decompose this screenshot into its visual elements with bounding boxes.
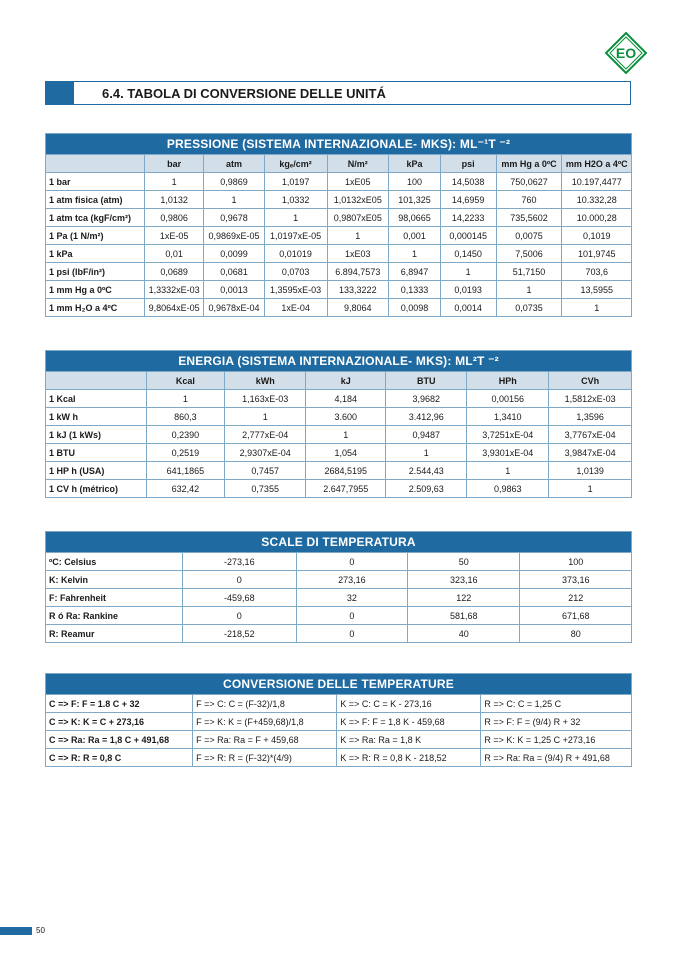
table-cell: 133,3222 <box>327 281 389 299</box>
table-cell: 10.197,4477 <box>562 173 632 191</box>
table-cell: 2,9307xE-04 <box>225 444 306 462</box>
table-cell: 1,0132xE05 <box>327 191 389 209</box>
table-row <box>46 209 632 227</box>
formula-cell: R => C: C = 1,25 C <box>481 695 632 713</box>
temperature-conversion-table <box>45 673 632 767</box>
table-cell: 0,2390 <box>146 426 224 444</box>
table-cell: 0 <box>183 571 297 589</box>
table-cell: 1 <box>264 209 327 227</box>
table-cell: 40 <box>408 625 520 643</box>
row-label: 1 kW h <box>46 408 147 426</box>
section-header-accent <box>46 82 74 104</box>
table-cell: 2684,5195 <box>306 462 386 480</box>
table-cell: 0,9807xE05 <box>327 209 389 227</box>
table-cell: 1 <box>327 227 389 245</box>
formula-cell: K => R: R = 0,8 K - 218,52 <box>337 749 481 767</box>
formula-cell: K => F: F = 1,8 K - 459,68 <box>337 713 481 731</box>
table-cell: 0,7355 <box>225 480 306 498</box>
table-cell: 1 <box>306 426 386 444</box>
table-cell: 1 <box>389 245 441 263</box>
table-row <box>46 695 632 713</box>
table-row <box>46 571 632 589</box>
table-row <box>46 408 632 426</box>
company-logo <box>605 32 647 74</box>
table-cell: 632,42 <box>146 480 224 498</box>
row-label: 1 HP h (USA) <box>46 462 147 480</box>
table-cell: 3,7251xE-04 <box>467 426 549 444</box>
table-cell: 581,68 <box>408 607 520 625</box>
table-cell: 0,0689 <box>144 263 204 281</box>
column-header-row <box>46 155 632 173</box>
column-header: CVh <box>549 372 632 390</box>
table-cell: 32 <box>296 589 407 607</box>
table-cell: 0,7457 <box>225 462 306 480</box>
formula-cell: K => C: C = K - 273,16 <box>337 695 481 713</box>
formula-cell: F => R: R = (F-32)*(4/9) <box>193 749 337 767</box>
table-cell: 10.000,28 <box>562 209 632 227</box>
table-row <box>46 426 632 444</box>
pressure-table-body <box>46 155 632 317</box>
column-header: mm H2O a 4ºC <box>562 155 632 173</box>
table-cell: 0 <box>296 625 407 643</box>
table-cell: 80 <box>520 625 632 643</box>
row-label: 1 psi (lbF/in²) <box>46 263 145 281</box>
table-cell: 0,9678xE-04 <box>204 299 264 317</box>
table-cell: 6,8947 <box>389 263 441 281</box>
table-cell: 760 <box>496 191 562 209</box>
table-row <box>46 173 632 191</box>
table-cell: 0,01019 <box>264 245 327 263</box>
table-row <box>46 263 632 281</box>
table-cell: 9,8064xE-05 <box>144 299 204 317</box>
row-label: 1 mm H₂O a 4ºC <box>46 299 145 317</box>
pressure-table <box>45 133 632 317</box>
table-cell: 0,9863 <box>467 480 549 498</box>
table-row <box>46 462 632 480</box>
table-row <box>46 553 632 571</box>
table-cell: 1 <box>146 390 224 408</box>
table-cell: 0,9869 <box>204 173 264 191</box>
table-cell: 100 <box>389 173 441 191</box>
table-cell: 0,9869xE-05 <box>204 227 264 245</box>
table-cell: 0,0013 <box>204 281 264 299</box>
energy-table-title: ENERGIA (SISTEMA INTERNAZIONALE- MKS): ML²T ⁻² <box>46 351 632 372</box>
table-cell: 0,0075 <box>496 227 562 245</box>
table-cell: 0,1019 <box>562 227 632 245</box>
table-cell: 273,16 <box>296 571 407 589</box>
table-cell: 1 <box>496 281 562 299</box>
table-cell: 1,5812xE-03 <box>549 390 632 408</box>
formula-cell: C => Ra: Ra = 1,8 C + 491,68 <box>46 731 193 749</box>
pressure-table-title: PRESSIONE (SISTEMA INTERNAZIONALE- MKS): ML⁻¹T ⁻² <box>46 134 632 155</box>
table-cell: 3,9682 <box>386 390 467 408</box>
table-cell: 101,325 <box>389 191 441 209</box>
table-cell: 1,0197 <box>264 173 327 191</box>
table-cell: 0,1333 <box>389 281 441 299</box>
temperature-scales-table <box>45 531 632 643</box>
temperature-scales-body <box>46 553 632 643</box>
row-label: 1 bar <box>46 173 145 191</box>
table-cell: 1xE05 <box>327 173 389 191</box>
table-cell: 3.600 <box>306 408 386 426</box>
row-label: 1 kPa <box>46 245 145 263</box>
table-cell: 1 <box>549 480 632 498</box>
table-cell: 703,6 <box>562 263 632 281</box>
row-label: 1 atm fisica (atm) <box>46 191 145 209</box>
row-label: 1 Kcal <box>46 390 147 408</box>
row-label: K: Kelvin <box>46 571 183 589</box>
table-cell: 3,7767xE-04 <box>549 426 632 444</box>
column-header: kPa <box>389 155 441 173</box>
formula-cell: C => R: R = 0,8 C <box>46 749 193 767</box>
table-cell: 101,9745 <box>562 245 632 263</box>
table-cell: 13,5955 <box>562 281 632 299</box>
formula-cell: F => K: K = (F+459,68)/1,8 <box>193 713 337 731</box>
table-cell: 1 <box>440 263 496 281</box>
table-row <box>46 390 632 408</box>
table-cell: 0,0735 <box>496 299 562 317</box>
table-cell: 9,8064 <box>327 299 389 317</box>
table-cell: 3,9301xE-04 <box>467 444 549 462</box>
column-header: N/m² <box>327 155 389 173</box>
table-cell: 0,0098 <box>389 299 441 317</box>
table-row <box>46 589 632 607</box>
page-number: 50 <box>36 926 45 935</box>
svg-text:EO: EO <box>615 45 637 61</box>
table-row <box>46 713 632 731</box>
table-cell: 122 <box>408 589 520 607</box>
table-cell: 1,3410 <box>467 408 549 426</box>
formula-cell: R => F: F = (9/4) R + 32 <box>481 713 632 731</box>
row-label: 1 mm Hg a 0ºC <box>46 281 145 299</box>
table-cell: 0,9487 <box>386 426 467 444</box>
column-header: kWh <box>225 372 306 390</box>
table-cell: 14,6959 <box>440 191 496 209</box>
row-label: R ó Ra: Rankine <box>46 607 183 625</box>
table-cell: 1 <box>467 462 549 480</box>
row-label: F: Fahrenheit <box>46 589 183 607</box>
column-header: BTU <box>386 372 467 390</box>
table-cell: 3,9847xE-04 <box>549 444 632 462</box>
table-cell: -218,52 <box>183 625 297 643</box>
table-cell: 0,0193 <box>440 281 496 299</box>
section-header <box>45 81 631 105</box>
column-header: HPh <box>467 372 549 390</box>
table-cell: 0,000145 <box>440 227 496 245</box>
table-cell: 1,3595xE-03 <box>264 281 327 299</box>
row-label: 1 BTU <box>46 444 147 462</box>
table-cell: 1,054 <box>306 444 386 462</box>
table-cell: 1 <box>386 444 467 462</box>
table-cell: 1 <box>204 191 264 209</box>
table-cell: 3.412,96 <box>386 408 467 426</box>
table-cell: 0,01 <box>144 245 204 263</box>
column-header: psi <box>440 155 496 173</box>
column-header: kgₑ/cm² <box>264 155 327 173</box>
table-cell: 212 <box>520 589 632 607</box>
table-row <box>46 749 632 767</box>
table-cell: 1xE03 <box>327 245 389 263</box>
table-cell: 1,163xE-03 <box>225 390 306 408</box>
row-label: 1 atm tca (kgF/cm²) <box>46 209 145 227</box>
table-cell: 0,001 <box>389 227 441 245</box>
table-cell: -459,68 <box>183 589 297 607</box>
column-header: atm <box>204 155 264 173</box>
formula-cell: R => Ra: Ra = (9/4) R + 491,68 <box>481 749 632 767</box>
energy-table <box>45 350 632 498</box>
table-cell: 0,0099 <box>204 245 264 263</box>
corner-cell <box>46 155 145 173</box>
table-cell: 1,0139 <box>549 462 632 480</box>
table-cell: 10.332,28 <box>562 191 632 209</box>
table-cell: 98,0665 <box>389 209 441 227</box>
corner-cell <box>46 372 147 390</box>
table-cell: 1xE-04 <box>264 299 327 317</box>
table-cell: 0,0014 <box>440 299 496 317</box>
table-cell: 0 <box>296 553 407 571</box>
energy-table-body <box>46 372 632 498</box>
formula-cell: C => F: F = 1.8 C + 32 <box>46 695 193 713</box>
table-cell: 100 <box>520 553 632 571</box>
formula-cell: C => K: K = C + 273,16 <box>46 713 193 731</box>
table-cell: 2,777xE-04 <box>225 426 306 444</box>
page-number-bar <box>0 927 32 935</box>
table-cell: 0,0703 <box>264 263 327 281</box>
table-row <box>46 607 632 625</box>
table-cell: 0,1450 <box>440 245 496 263</box>
table-cell: 1 <box>562 299 632 317</box>
row-label: 1 Pa (1 N/m²) <box>46 227 145 245</box>
table-row <box>46 227 632 245</box>
row-label: ºC: Celsius <box>46 553 183 571</box>
table-row <box>46 444 632 462</box>
column-header: kJ <box>306 372 386 390</box>
table-row <box>46 625 632 643</box>
section-title: 6.4. TABOLA DI CONVERSIONE DELLE UNITÁ <box>102 86 386 101</box>
table-cell: 7,5006 <box>496 245 562 263</box>
table-cell: 2.544,43 <box>386 462 467 480</box>
table-cell: 1 <box>144 173 204 191</box>
formula-cell: K => Ra: Ra = 1,8 K <box>337 731 481 749</box>
table-cell: 860,3 <box>146 408 224 426</box>
table-cell: 50 <box>408 553 520 571</box>
column-header-row <box>46 372 632 390</box>
table-cell: 0 <box>296 607 407 625</box>
row-label: 1 CV h (métrico) <box>46 480 147 498</box>
row-label: 1 kJ (1 kWs) <box>46 426 147 444</box>
column-header: Kcal <box>146 372 224 390</box>
table-row <box>46 480 632 498</box>
table-cell: 671,68 <box>520 607 632 625</box>
table-cell: 0,9678 <box>204 209 264 227</box>
table-cell: 323,16 <box>408 571 520 589</box>
table-cell: 2.509,63 <box>386 480 467 498</box>
table-cell: 14,5038 <box>440 173 496 191</box>
table-cell: 1,0132 <box>144 191 204 209</box>
formula-cell: F => Ra: Ra = F + 459,68 <box>193 731 337 749</box>
table-cell: 0,0681 <box>204 263 264 281</box>
formula-cell: R => K: K = 1,25 C +273,16 <box>481 731 632 749</box>
table-row <box>46 191 632 209</box>
table-row <box>46 245 632 263</box>
table-cell: 1,3596 <box>549 408 632 426</box>
table-cell: 1xE-05 <box>144 227 204 245</box>
table-cell: 1,0332 <box>264 191 327 209</box>
table-row <box>46 731 632 749</box>
table-cell: 6.894,7573 <box>327 263 389 281</box>
column-header: mm Hg a 0ºC <box>496 155 562 173</box>
row-label: R: Reamur <box>46 625 183 643</box>
temperature-conversion-body <box>46 695 632 767</box>
table-cell: 0,9806 <box>144 209 204 227</box>
table-cell: 2.647,7955 <box>306 480 386 498</box>
table-cell: 750,0627 <box>496 173 562 191</box>
table-row <box>46 281 632 299</box>
table-cell: 4,184 <box>306 390 386 408</box>
table-cell: 641,1865 <box>146 462 224 480</box>
formula-cell: F => C: C = (F-32)/1,8 <box>193 695 337 713</box>
table-cell: 1,0197xE-05 <box>264 227 327 245</box>
table-cell: -273,16 <box>183 553 297 571</box>
table-cell: 373,16 <box>520 571 632 589</box>
table-cell: 51,7150 <box>496 263 562 281</box>
temperature-conversion-title: CONVERSIONE DELLE TEMPERATURE <box>46 674 632 695</box>
table-cell: 735,5602 <box>496 209 562 227</box>
column-header: bar <box>144 155 204 173</box>
table-cell: 1 <box>225 408 306 426</box>
table-cell: 0,2519 <box>146 444 224 462</box>
table-cell: 0 <box>183 607 297 625</box>
table-row <box>46 299 632 317</box>
temperature-scales-title: SCALE DI TEMPERATURA <box>46 532 632 553</box>
table-cell: 14,2233 <box>440 209 496 227</box>
table-cell: 1,3332xE-03 <box>144 281 204 299</box>
table-cell: 0,00156 <box>467 390 549 408</box>
